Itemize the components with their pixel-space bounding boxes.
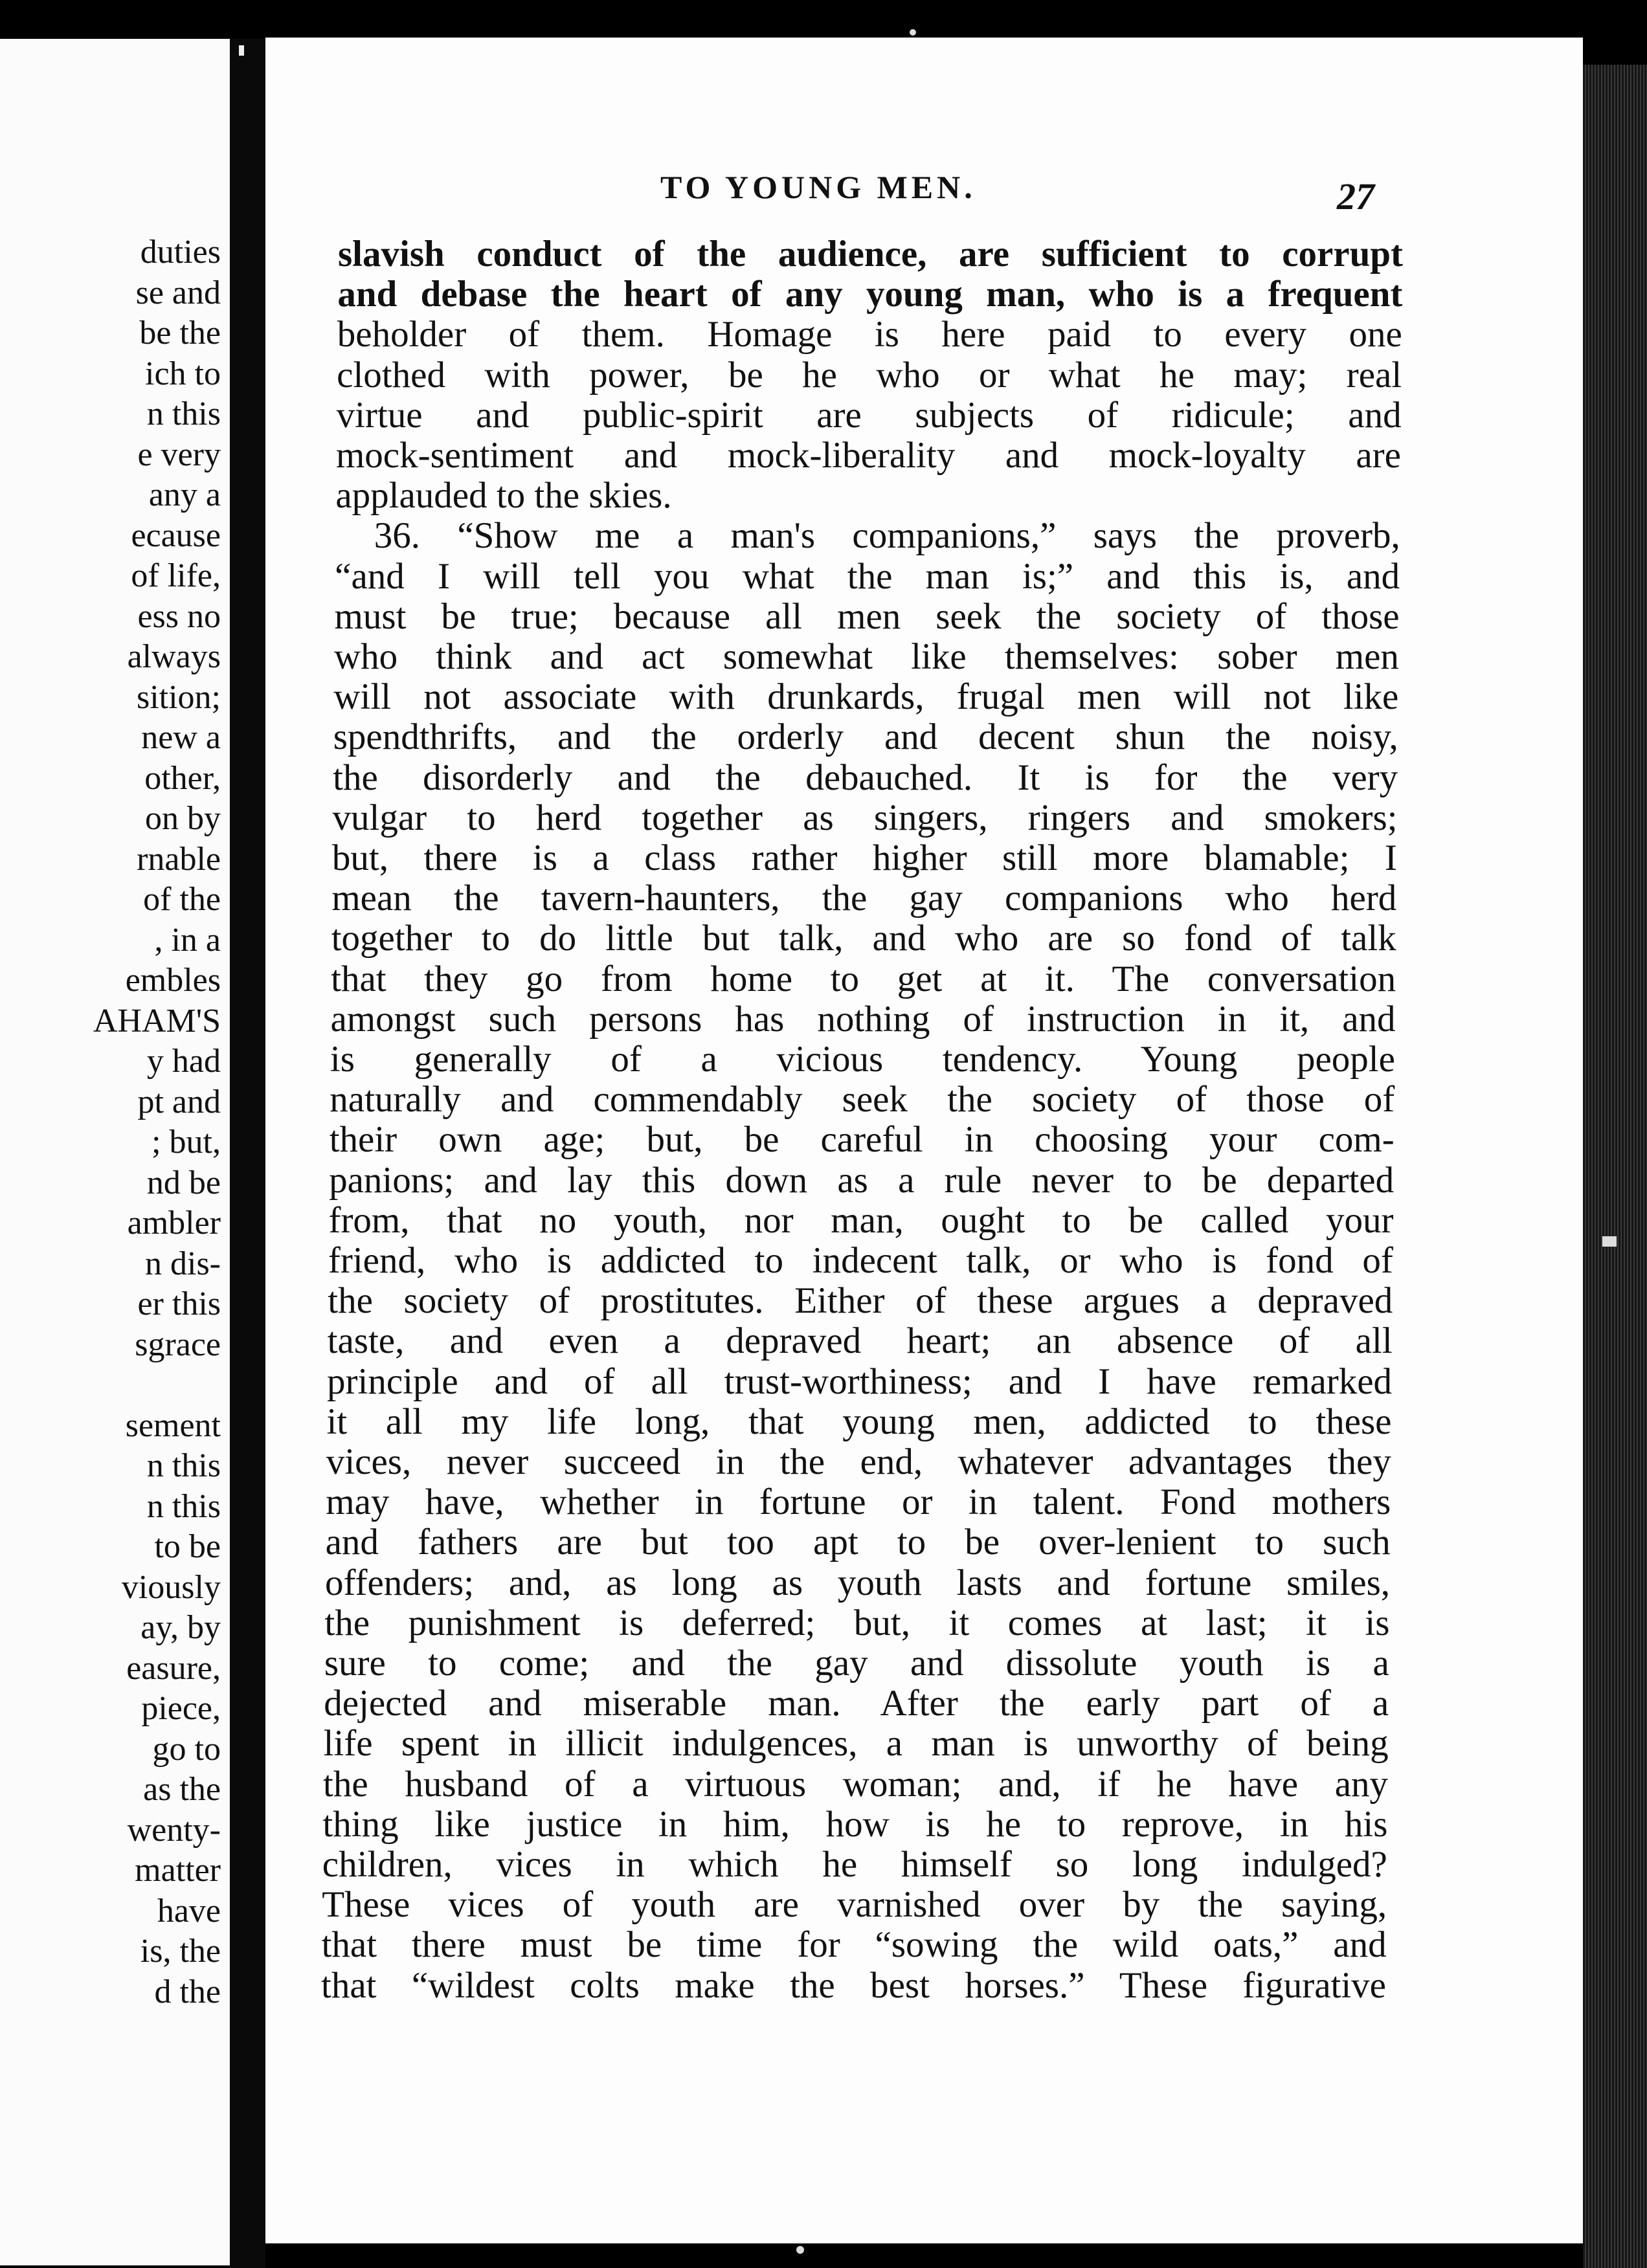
body-line: and fathers are but too apt to be over-lenient to such [325,1522,1391,1563]
facing-page-line: other, [144,759,221,797]
body-line: that there must be time for “sowing the wild oats,” and [321,1924,1387,1966]
facing-page-line: n this [146,1447,221,1484]
facing-page-line: ich to [145,355,221,392]
facing-page-line: ecause [131,517,221,554]
body-line: beholder of them. Homage is here paid to every one [337,314,1402,355]
body-line: that “wildest colts make the best horses.” These figurative [320,1964,1386,2006]
body-line: vulgar to herd together as singers, ringers and smokers; [332,797,1398,838]
body-line: sure to come; and the gay and dissolute youth is a [324,1643,1389,1684]
facing-page-line: embles [125,962,221,999]
facing-page-line: y had [146,1043,221,1080]
body-line: mean the tavern-haunters, the gay companions who herd [331,878,1397,919]
facing-page-line: se and [135,274,221,311]
facing-page-line: e very [137,436,221,473]
body-line: mock-sentiment and mock-liberality and mock-loyalty are [335,435,1401,476]
body-line: will not associate with drunkards, frugal men will not like [333,676,1399,718]
facing-page-line: sgrace [135,1326,221,1363]
facing-page-line: is, the [140,1933,221,1970]
facing-page-line: nd be [146,1164,221,1201]
facing-page-line: to be [154,1528,221,1565]
body-line: is generally of a vicious tendency. Young people [330,1039,1395,1080]
facing-page [0,39,230,2265]
facing-page-line: viously [121,1568,221,1606]
speck [796,2246,804,2254]
body-line: the society of prostitutes. Either of these argues a depraved [328,1280,1393,1322]
facing-page-line: n this [146,395,221,432]
body-line: principle and of all trust-worthiness; and I have remarked [327,1361,1393,1402]
body-line: virtue and public-spirit are subjects of ridicule; and [336,394,1402,436]
facing-page-line: n this [146,1487,221,1525]
facing-page-line: new a [141,719,221,756]
facing-page-line: ay, by [140,1609,221,1646]
body-line: slavish conduct of the audience, are sufficient to corrupt [338,234,1403,274]
body-line: who think and act somewhat like themselves: sober men [333,636,1399,677]
body-line: and debase the heart of any young man, who is a frequent [337,274,1403,315]
facing-page-line: wenty- [127,1811,221,1849]
facing-page-line: be the [139,315,221,351]
body-line: must be true; because all men seek the society of those [334,595,1400,637]
page-edges [1583,65,1647,2268]
facing-page-line: d the [154,1973,221,2010]
facing-page-line: matter [135,1852,221,1889]
facing-page-line: sement [125,1406,221,1444]
body-line: children, vices in which he himself so long indulged? [322,1844,1387,1885]
facing-page-line: er this [137,1285,221,1322]
body-line: panions; and lay this down as a rule never to be departed [329,1159,1395,1201]
body-line: applauded to the skies. [335,475,672,517]
body-line: “and I will tell you what the man is;” and this is, and [335,555,1400,597]
facing-page-line: go to [152,1730,221,1768]
facing-page-line: of the [143,881,221,918]
body-line: it all my life long, that young men, addicted to these [326,1401,1392,1442]
facing-page-line: ambler [127,1205,221,1241]
facing-page-line: AHAM'S [93,1002,221,1040]
body-line: amongst such persons has nothing of instruction in it, and [330,998,1396,1040]
facing-page-line: pt and [137,1083,221,1120]
gutter-mark [239,45,244,56]
facing-page-line: easure, [126,1649,221,1687]
body-line: the disorderly and the debauched. It is for the very [333,757,1398,798]
facing-page-line: sition; [136,678,221,716]
speck [910,29,916,36]
body-line: offenders; and, as long as youth lasts and fortune smiles, [325,1562,1391,1603]
body-line: These vices of youth are varnished over by the saying, [322,1884,1387,1926]
body-line: the punishment is deferred; but, it comes at last; it is [324,1602,1390,1643]
body-line: their own age; but, be careful in choosing your com- [329,1119,1395,1161]
body-line: that they go from home to get at it. The conversation [331,958,1396,999]
body-line: life spent in illicit indulgences, a man is unworthy of being [323,1723,1389,1764]
facing-page-line: duties [140,234,221,271]
facing-page-line: any a [148,476,221,513]
facing-page-line: always [127,638,221,675]
body-line: from, that no youth, nor man, ought to be called your [328,1199,1394,1241]
facing-page-line: , in a [154,921,221,959]
running-head: TO YOUNG MEN. [660,169,976,205]
body-line: clothed with power, be he who or what he may; real [337,354,1402,395]
body-line: the husband of a virtuous woman; and, if he have any [323,1763,1388,1805]
facing-page-line: as the [143,1771,221,1808]
facing-page-line: have [157,1892,221,1929]
facing-page-line: ; but, [151,1124,221,1161]
facing-page-line: piece, [141,1690,221,1727]
page-number: 27 [1337,175,1374,217]
facing-page-line: rnable [137,840,221,878]
body-line: thing like justice in him, how is he to reprove, in his [322,1803,1388,1845]
body-line: vices, never succeed in the end, whatever advantages they [326,1441,1391,1482]
facing-page-line: n dis- [145,1245,221,1282]
body-line: may have, whether in fortune or in talent. Fond mothers [326,1482,1391,1523]
body-line: 36. “Show me a man's companions,” says the proverb, [374,515,1400,557]
body-line: spendthrifts, and the orderly and decent shun the noisy, [333,717,1398,758]
facing-page-line: on by [145,800,221,837]
speck [1602,1236,1617,1247]
body-line: friend, who is addicted to indecent talk, or who is fond of [328,1240,1393,1281]
body-line: dejected and miserable man. After the early part of a [324,1683,1389,1724]
facing-page-line: of life, [131,557,221,594]
facing-page-line: ess no [137,597,221,635]
body-line: naturally and commendably seek the society of those of [330,1079,1395,1120]
body-line: taste, and even a depraved heart; an absence of all [327,1320,1393,1362]
book-gutter [230,39,265,2268]
body-line: but, there is a class rather higher still more blamable; I [331,838,1397,878]
body-line: together to do little but talk, and who are so fond of talk [331,918,1396,959]
